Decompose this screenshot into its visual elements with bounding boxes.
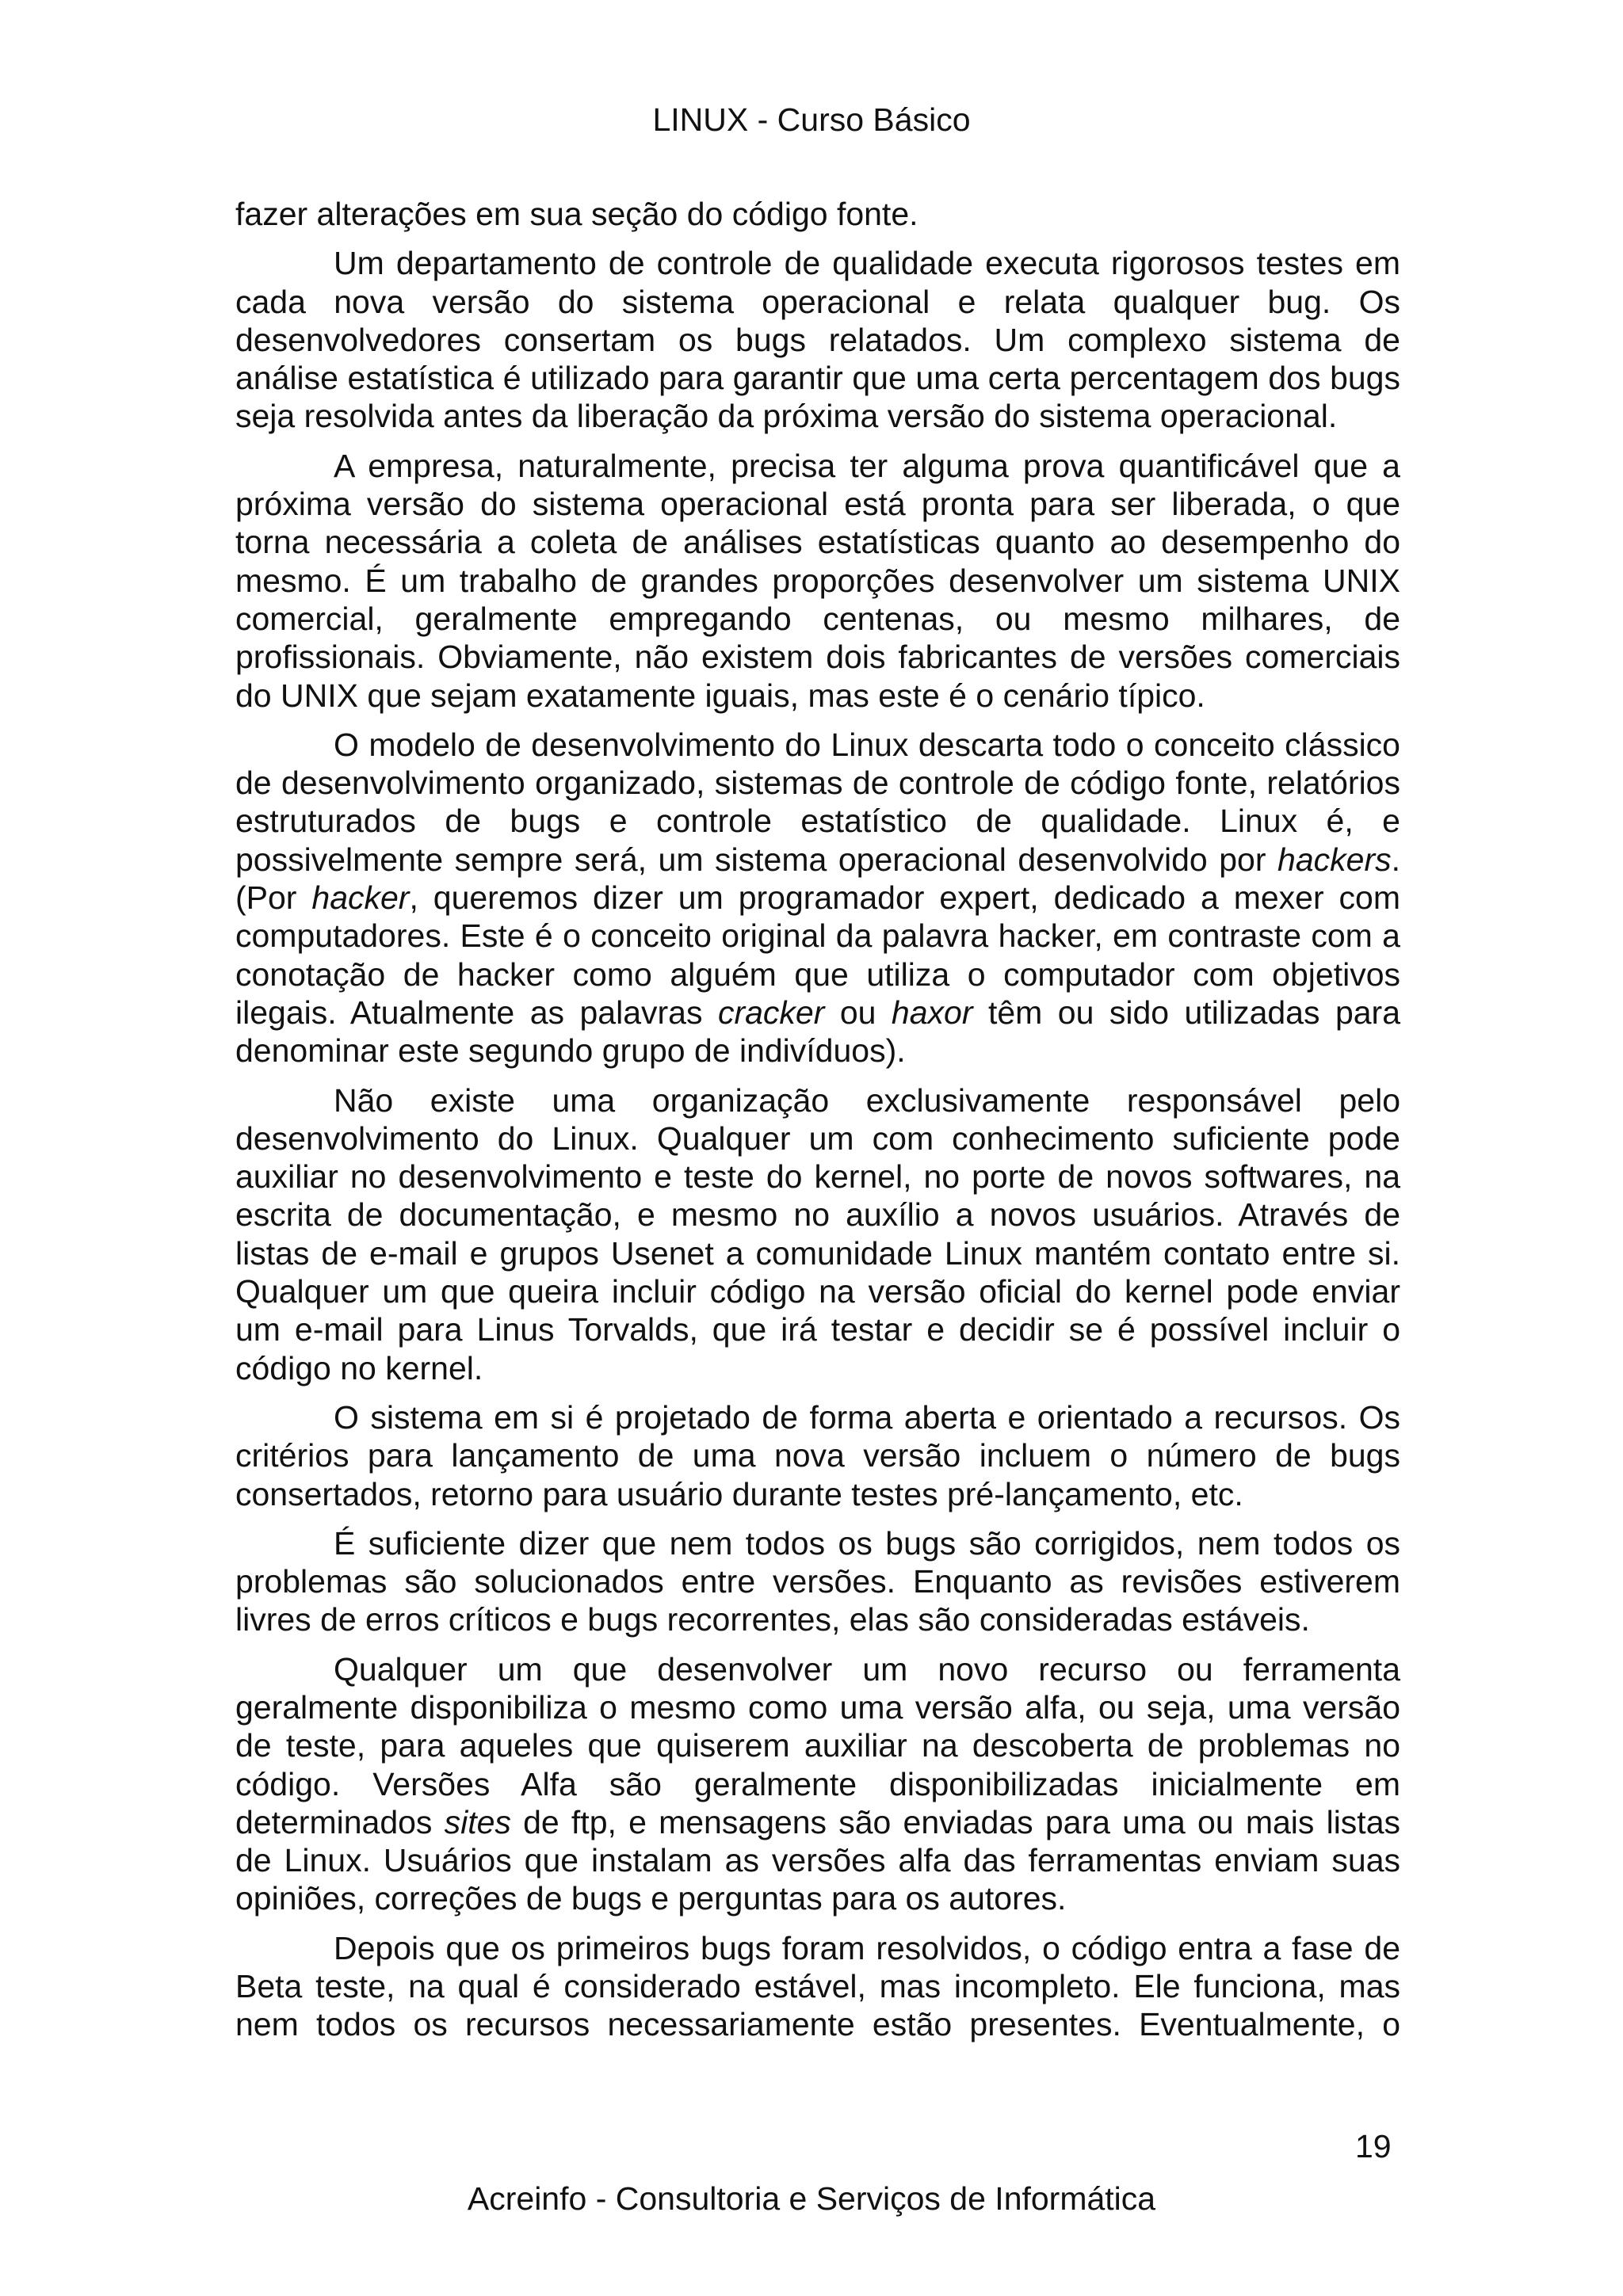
paragraph (235, 244, 1400, 435)
text-segment: A empresa, naturalmente, precisa ter alguma prova quantificável que a próxima versão do sistema operacional está pronta para ser liberada, o que torna necessária a coleta de análises estatísticas quanto ao desempenho do mesmo. É um trabalho de grandes proporções desenvolver um sistema UNIX comercial, geralmente empregando centenas, ou mesmo milhares, de profissionais. Obviamente, não existem dois fabricantes de versões comerciais do UNIX que sejam exatamente iguais, mas este é o cenário típico. (235, 447, 1400, 714)
text-segment: , queremos dizer um programador expert, dedicado a mexer com computadores. Este é o conceito original da palavra hacker, em contraste com a conotação de hacker como alguém que utiliza o computador com objetivos ilegais. Atualmente as palavras (235, 879, 1400, 1031)
paragraph (235, 195, 1400, 233)
text-segment: Um departamento de controle de qualidade executa rigorosos testes em cada nova versão do sistema operacional e relata qualquer bug. Os desenvolvedores consertam os bugs relatados. Um complexo sistema de análise estatística é utilizado para garantir que uma certa percentagem dos bugs seja resolvida antes da liberação da próxima versão do sistema operacional. (235, 245, 1400, 435)
text-segment: Qualquer um que desenvolver um novo recurso ou ferramenta geralmente disponibiliza o mesmo como uma versão alfa, ou seja, uma versão de teste, para aqueles que quiserem auxiliar na descoberta de problemas no código. Versões Alfa são geralmente disponibilizadas inicialmente em determinados (235, 1650, 1400, 1840)
text-segment: têm ou sido utilizadas para denominar este segundo grupo de indivíduos). (235, 994, 1401, 1070)
paragraph (235, 1398, 1400, 1513)
text-segment: ou (824, 994, 892, 1031)
paragraph (235, 1524, 1400, 1639)
text-segment: hacker (311, 879, 410, 917)
text-segment: cracker (717, 994, 825, 1031)
paragraph (235, 726, 1400, 1070)
footer-text: Acreinfo - Consultoria e Serviços de Informática (467, 2180, 1156, 2217)
text-segment: sites (444, 1803, 511, 1840)
text-segment: haxor (891, 994, 973, 1031)
text-segment: fazer alterações em sua seção do código fonte. (235, 196, 918, 232)
text-segment: É suficiente dizer que nem todos os bugs são corrigidos, nem todos os problemas são solucionados entre versões. Enquanto as revisões estiverem livres de erros críticos e bugs recorrentes, elas são consideradas estáveis. (235, 1524, 1400, 1638)
paragraph (235, 1929, 1400, 2044)
text-segment: Depois que os primeiros bugs foram resolvidos, o código entra a fase de Beta teste, na qual é considerado estável, mas incompleto. Ele funciona, mas nem todos os recursos necessariamente estão presentes. Eventualmente, o (235, 1929, 1400, 2043)
body-text (235, 195, 1400, 2055)
text-segment: de ftp, e mensagens são enviadas para uma ou mais listas de Linux. Usuários que instalam as versões alfa das ferramentas enviam suas opiniões, correções de bugs e perguntas para os autores. (235, 1803, 1400, 1917)
text-segment: Não existe uma organização exclusivamente responsável pelo desenvolvimento do Linux. Qualquer um com conhecimento suficiente pode auxiliar no desenvolvimento e teste do kernel, no porte de novos softwares, na escrita de documentação, e mesmo no auxílio a novos usuários. Através de listas de e-mail e grupos Usenet a comunidade Linux mantém contato entre si. Qualquer um que queira incluir código na versão oficial do kernel pode enviar um e-mail para Linus Torvalds, que irá testar e decidir se é possível incluir o código no kernel. (235, 1081, 1400, 1386)
text-segment: . (Por (235, 841, 1400, 917)
text-segment: O sistema em si é projetado de forma aberta e orientado a recursos. Os critérios para lançamento de uma nova versão incluem o número de bugs consertados, retorno para usuário durante testes pré-lançamento, etc. (235, 1398, 1400, 1512)
text-segment: O modelo de desenvolvimento do Linux descarta todo o conceito clássico de desenvolvimento organizado, sistemas de controle de código fonte, relatórios estruturados de bugs e controle estatístico de qualidade. Linux é, e possivelmente sempre será, um sistema operacional desenvolvido por (235, 726, 1400, 878)
paragraph (235, 1081, 1400, 1387)
page-number: 19 (1355, 2128, 1392, 2164)
paragraph (235, 447, 1400, 715)
running-header: LINUX - Curso Básico (652, 101, 971, 138)
paragraph (235, 1650, 1400, 1918)
text-segment: hackers (1277, 841, 1392, 878)
